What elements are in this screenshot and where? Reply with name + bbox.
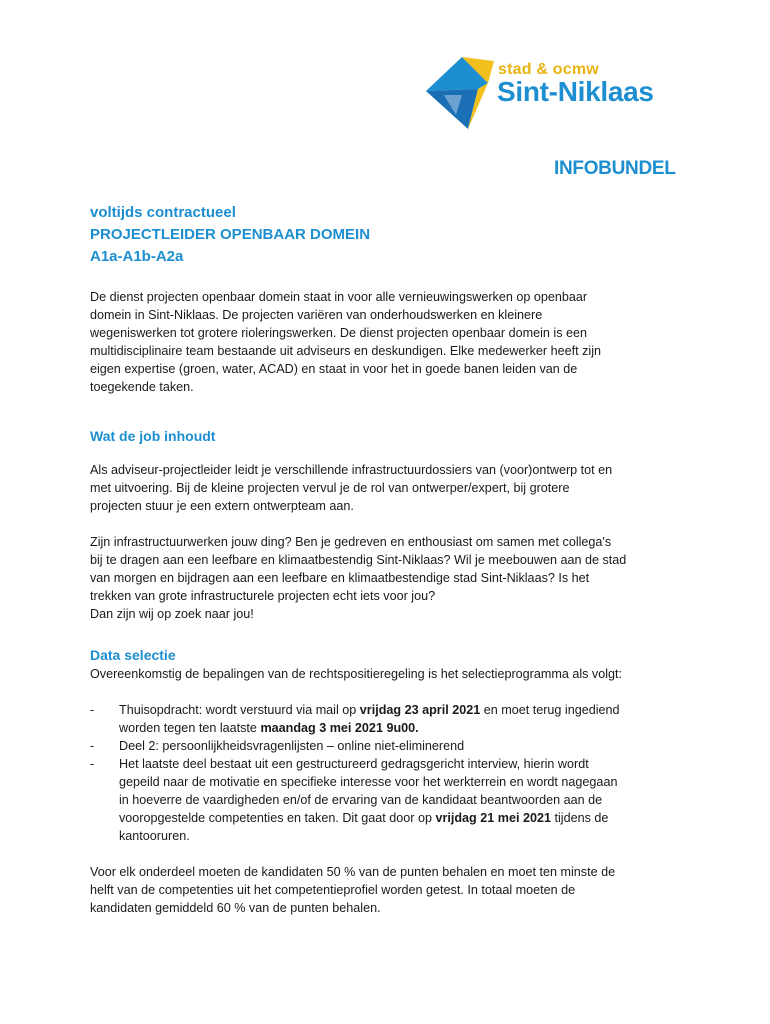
list-bullet: - [90, 703, 95, 717]
job-title: PROJECTLEIDER OPENBAAR DOMEIN [90, 226, 371, 243]
selection-intro: Overeenkomstig de bepalingen van de rechtspositieregeling is het selectieprogramma als volgt: [90, 667, 623, 681]
section-heading-job: Wat de job inhoudt [90, 428, 216, 444]
list-item: - Thuisopdracht: wordt verstuurd via mail op vrijdag 23 april 2021 en moet terug ingediend worden tegen ten laatste maandag 3 mei 2021 9u00. [90, 703, 620, 735]
list-bullet: - [90, 739, 95, 753]
document-title: INFOBUNDEL [554, 158, 676, 179]
list-item: - Deel 2: persoonlijkheidsvragenlijsten – online niet-eliminerend [90, 739, 465, 753]
document-body [90, 202, 690, 917]
list-item: - Het laatste deel bestaat uit een gestructureerd gedragsgericht interview, hierin wordt gepeild naar de motivatie en specifieke interesse voor het werkterrein en wordt nagegaan in hoeverre de vaardigheden en/of de ervaring van de kandidaat beantwoorden aan de vooropgestelde competenties en taken. Dit gaat door op vrijdag 21 mei 2021 tijdens de kantooruren. [90, 757, 618, 843]
selection-list [90, 701, 690, 845]
job-grade: A1a-A1b-A2a [90, 248, 184, 265]
logo [418, 55, 688, 135]
logo-subtitle: stad & ocmw [498, 61, 599, 78]
contract-type: voltijds contractueel [90, 204, 236, 221]
job-paragraph-2: Zijn infrastructuurwerken jouw ding? Ben je gedreven en enthousiast om samen met collega's bij te dragen aan een leefbare en klimaatbestendig Sint-Niklaas? Wil je meebouwen aan de stad van morgen en bijdragen aan een leefbare en klimaatbestendige stad Sint-Niklaas? Is het trekken van grote infrastructurele projecten echt iets voor jou? Dan zijn wij op zoek naar jou! [90, 535, 627, 621]
logo-title: Sint-Niklaas [497, 76, 654, 107]
section-heading-selection: Data selectie [90, 647, 176, 663]
closing-paragraph: Voor elk onderdeel moeten de kandidaten 50 % van de punten behalen en moet ten minste de helft van de competenties uit het competentieprofiel worden getest. In totaal moeten de kandidaten gemiddeld 60 % van de punten behalen. [90, 865, 616, 915]
job-paragraph-1: Als adviseur-projectleider leidt je verschillende infrastructuurdossiers van (voor)ontwerp tot en met uitvoering. Bij de kleine projecten vervul je de rol van ontwerper/expert, bij grotere projecten stuur je een extern ontwerpteam aan. [90, 463, 613, 513]
intro-paragraph: De dienst projecten openbaar domein staat in voor alle vernieuwingswerken op openbaar domein in Sint-Niklaas. De projecten variëren van onderhoudswerken en kleinere wegeniswerken tot grotere rioleringswerken. De dienst projecten openbaar domein is een multidisciplinaire team bestaande uit adviseurs en deskundigen. Elke medewerker heeft zijn eigen expertise (groen, water, ACAD) en staat in voor het in goede banen leiden van de toegekende taken. [90, 290, 602, 394]
list-bullet: - [90, 757, 95, 771]
logo-kite-icon [418, 55, 496, 135]
